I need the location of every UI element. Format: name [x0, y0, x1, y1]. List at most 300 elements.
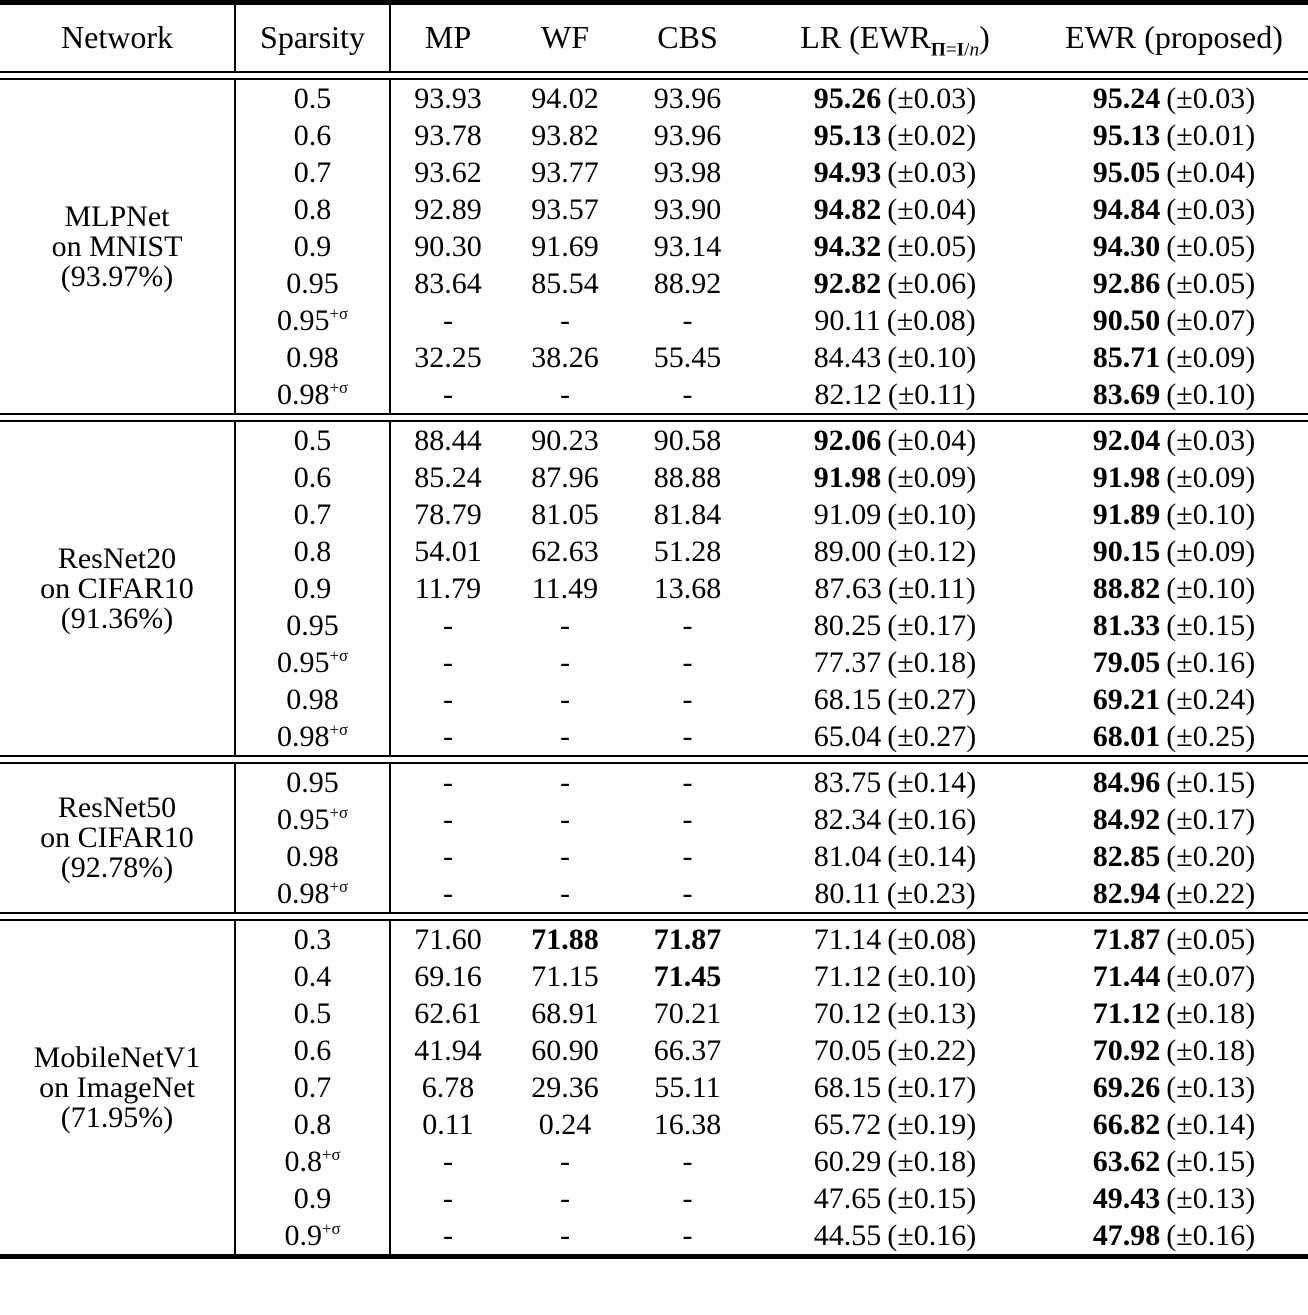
empty-value: - — [443, 645, 453, 679]
wf-value: 68.91 — [531, 996, 599, 1030]
ewr-cell — [1040, 570, 1308, 607]
plus-minus-icon: ± — [897, 682, 914, 716]
sparsity-value: 0.8 — [293, 192, 332, 226]
ewr-error-value: 0.03 — [1192, 81, 1246, 115]
wf-cell — [505, 644, 625, 681]
wf-value: 71.88 — [531, 922, 599, 956]
wf-cell — [505, 838, 625, 875]
plus-minus-icon: ± — [896, 303, 914, 337]
lr-error-value: 0.04 — [913, 192, 967, 226]
lr-error-open-paren: ( — [887, 1070, 898, 1104]
lr-error-value: 0.06 — [913, 266, 967, 300]
plus-minus-icon: ± — [1176, 192, 1193, 226]
lr-cell — [750, 154, 1040, 191]
lr-error-value: 0.16 — [913, 1218, 967, 1252]
wf-cell — [505, 718, 625, 756]
plus-minus-icon: ± — [897, 839, 914, 873]
ewr-cell — [1040, 302, 1308, 339]
lr-cell — [750, 265, 1040, 302]
lr-cell — [750, 570, 1040, 607]
lr-error-close-paren: ) — [966, 266, 977, 300]
empty-value: - — [682, 765, 693, 799]
plus-minus-icon: ± — [897, 1107, 914, 1141]
lr-error-open-paren: ( — [887, 996, 898, 1030]
ewr-error-value: 0.16 — [1192, 1218, 1246, 1252]
empty-value: - — [560, 765, 570, 799]
ewr-error-value: 0.03 — [1192, 192, 1246, 226]
ewr-error-value: 0.05 — [1192, 922, 1246, 956]
plus-minus-icon: ± — [897, 460, 914, 494]
ewr-error-value: 0.14 — [1192, 1107, 1246, 1141]
ewr-cell — [1040, 79, 1308, 117]
lr-error-value: 0.12 — [913, 534, 967, 568]
ewr-error-close-paren: ) — [1245, 340, 1256, 374]
plus-minus-icon: ± — [1176, 423, 1193, 457]
ewr-error-value: 0.22 — [1192, 876, 1246, 910]
plus-minus-icon: ± — [897, 340, 914, 374]
wf-value: 87.96 — [531, 460, 599, 494]
lr-error-open-paren: ( — [887, 192, 898, 226]
sparsity-value: 0.95 — [276, 303, 330, 337]
sparsity-value: 0.5 — [293, 996, 332, 1030]
lr-error — [887, 535, 976, 568]
empty-value: - — [560, 719, 570, 753]
ewr-error-open-paren: ( — [1166, 682, 1177, 716]
ewr-error-close-paren: ) — [1245, 1107, 1256, 1141]
lr-value: 80.11 — [814, 876, 881, 910]
lr-error-close-paren: ) — [966, 118, 977, 152]
ewr-value: 92.04 — [1092, 423, 1161, 457]
lr-error-close-paren: ) — [966, 1033, 977, 1067]
ewr-cell — [1040, 681, 1308, 718]
ewr-cell — [1040, 763, 1308, 801]
network-label-line: (93.97%) — [60, 259, 174, 293]
sparsity-cell — [235, 376, 390, 414]
wf-cell — [505, 79, 625, 117]
wf-value: 38.26 — [531, 340, 599, 374]
ewr-error — [1166, 646, 1255, 679]
plus-minus-icon: ± — [1176, 839, 1193, 873]
plus-minus-icon: ± — [896, 876, 914, 910]
table-rule-bottom — [0, 1257, 1308, 1260]
ewr-value: 88.82 — [1092, 571, 1161, 605]
lr-error-close-paren: ) — [966, 645, 977, 679]
ewr-error-close-paren: ) — [1245, 959, 1256, 993]
sparsity-cell — [235, 838, 390, 875]
lr-error-value: 0.03 — [913, 81, 967, 115]
network-label-line: on ImageNet — [39, 1070, 195, 1104]
ewr-error-close-paren: ) — [1245, 266, 1256, 300]
ewr-cell — [1040, 1180, 1308, 1217]
lr-cell — [750, 117, 1040, 154]
ewr-error-close-paren: ) — [1245, 839, 1256, 873]
empty-value: - — [443, 876, 453, 910]
mp-cell — [390, 1143, 505, 1180]
ewr-error-open-paren: ( — [1166, 959, 1177, 993]
ewr-error-open-paren: ( — [1166, 1107, 1177, 1141]
lr-error-close-paren: ) — [966, 1144, 977, 1178]
ewr-error-open-paren: ( — [1166, 155, 1177, 189]
ewr-value: 71.12 — [1092, 996, 1161, 1030]
plus-minus-icon: ± — [1176, 996, 1193, 1030]
lr-error-close-paren: ) — [966, 1181, 977, 1215]
plus-minus-icon: ± — [1176, 377, 1193, 411]
cbs-cell — [625, 1106, 750, 1143]
sparsity-value: 0.7 — [293, 497, 332, 531]
sparsity-cell — [235, 191, 390, 228]
ewr-error-value: 0.16 — [1192, 645, 1246, 679]
sparsity-cell — [235, 763, 390, 801]
lr-sub-pi: Π — [930, 39, 946, 61]
ewr-error — [1166, 840, 1255, 873]
lr-sub-equals: = — [945, 39, 957, 61]
ewr-value: 91.89 — [1092, 497, 1161, 531]
wf-value: 90.23 — [531, 423, 599, 457]
plus-minus-icon: ± — [897, 1181, 914, 1215]
plus-minus-icon: ± — [1176, 534, 1193, 568]
lr-error-close-paren: ) — [966, 229, 977, 263]
ewr-cell — [1040, 117, 1308, 154]
ewr-value: 69.26 — [1092, 1070, 1161, 1104]
mp-cell — [390, 1106, 505, 1143]
lr-error-value: 0.04 — [913, 423, 967, 457]
plus-minus-icon: ± — [897, 1070, 914, 1104]
column-header-mp: MP — [424, 19, 472, 55]
wf-cell — [505, 801, 625, 838]
ewr-value: 68.01 — [1092, 719, 1161, 753]
ewr-error-value: 0.24 — [1192, 682, 1246, 716]
network-label-line: (71.95%) — [60, 1100, 174, 1134]
cbs-cell — [625, 958, 750, 995]
plus-minus-icon: ± — [1176, 802, 1193, 836]
cbs-cell — [625, 228, 750, 265]
ewr-error-value: 0.25 — [1192, 719, 1246, 753]
column-header-network: Network — [61, 19, 173, 55]
ewr-error-value: 0.17 — [1192, 802, 1246, 836]
lr-value: 71.14 — [813, 922, 882, 956]
lr-sub-slash: / — [964, 39, 970, 61]
sparsity-cell — [235, 1032, 390, 1069]
lr-error — [888, 378, 976, 411]
lr-error-value: 0.11 — [914, 571, 966, 605]
column-header-wf: WF — [541, 19, 589, 55]
lr-error-open-paren: ( — [887, 340, 898, 374]
cbs-cell — [625, 838, 750, 875]
lr-value: 70.12 — [813, 996, 882, 1030]
plus-minus-icon: ± — [1176, 1070, 1193, 1104]
lr-header-suffix: ) — [979, 19, 990, 55]
network-label-cell — [0, 79, 235, 414]
sparsity-cell — [235, 496, 390, 533]
ewr-error-close-paren: ) — [1245, 534, 1256, 568]
wf-cell — [505, 339, 625, 376]
network-label-line: on CIFAR10 — [40, 571, 194, 605]
mp-cell — [390, 421, 505, 459]
header-separator-rule — [0, 72, 1308, 79]
sparsity-sigma-superscript: +σ — [321, 1218, 341, 1238]
lr-error-close-paren: ) — [966, 423, 977, 457]
lr-error-close-paren: ) — [966, 839, 977, 873]
lr-cell — [750, 1069, 1040, 1106]
ewr-error — [1166, 1219, 1255, 1252]
wf-value: 94.02 — [531, 81, 599, 115]
lr-error — [887, 267, 976, 300]
wf-value: 93.77 — [531, 155, 599, 189]
mp-value: 78.79 — [414, 497, 482, 531]
sparsity-sigma-superscript: +σ — [329, 802, 348, 822]
plus-minus-icon: ± — [897, 229, 914, 263]
ewr-value: 95.05 — [1092, 155, 1161, 189]
cbs-cell — [625, 302, 750, 339]
plus-minus-icon: ± — [897, 959, 914, 993]
mp-cell — [390, 570, 505, 607]
plus-minus-icon: ± — [897, 1218, 914, 1252]
ewr-error — [1166, 923, 1255, 956]
ewr-value: 90.50 — [1092, 303, 1161, 337]
lr-error-value: 0.08 — [913, 303, 966, 337]
lr-error — [887, 119, 976, 152]
ewr-cell — [1040, 154, 1308, 191]
ewr-error-close-paren: ) — [1245, 922, 1256, 956]
wf-cell — [505, 533, 625, 570]
ewr-error — [1166, 82, 1255, 115]
sparsity-value: 0.98 — [286, 839, 339, 873]
wf-cell — [505, 228, 625, 265]
table-rule-cell — [0, 414, 1308, 421]
ewr-error-close-paren: ) — [1245, 571, 1256, 605]
sparsity-cell — [235, 718, 390, 756]
ewr-error-close-paren: ) — [1245, 682, 1256, 716]
plus-minus-icon: ± — [1176, 645, 1193, 679]
lr-error-open-paren: ( — [887, 1144, 898, 1178]
ewr-cell — [1040, 801, 1308, 838]
ewr-error-close-paren: ) — [1245, 303, 1256, 337]
lr-error-value: 0.23 — [913, 876, 966, 910]
mp-cell — [390, 1217, 505, 1257]
lr-error-open-paren: ( — [887, 608, 898, 642]
lr-value: 91.09 — [813, 497, 882, 531]
lr-error — [887, 997, 976, 1030]
ewr-error-close-paren: ) — [1245, 377, 1256, 411]
cbs-cell — [625, 339, 750, 376]
ewr-cell — [1040, 718, 1308, 756]
mp-cell — [390, 533, 505, 570]
mp-cell — [390, 801, 505, 838]
ewr-error-open-paren: ( — [1166, 802, 1177, 836]
empty-value: - — [443, 682, 453, 716]
ewr-error-open-paren: ( — [1166, 534, 1177, 568]
plus-minus-icon: ± — [1176, 1107, 1193, 1141]
ewr-cell — [1040, 265, 1308, 302]
wf-cell — [505, 875, 625, 913]
ewr-value: 63.62 — [1092, 1144, 1161, 1178]
column-header-ewr: EWR (proposed) — [1065, 19, 1283, 55]
sparsity-cell — [235, 875, 390, 913]
empty-value: - — [443, 1144, 453, 1178]
sparsity-cell — [235, 570, 390, 607]
mp-cell — [390, 763, 505, 801]
plus-minus-icon: ± — [1176, 876, 1193, 910]
lr-error-value: 0.09 — [913, 460, 967, 494]
wf-cell — [505, 1106, 625, 1143]
ewr-error-open-paren: ( — [1166, 839, 1177, 873]
wf-cell — [505, 920, 625, 958]
plus-minus-icon: ± — [897, 765, 914, 799]
ewr-error-value: 0.10 — [1192, 497, 1246, 531]
plus-minus-icon: ± — [897, 534, 914, 568]
ewr-error-open-paren: ( — [1166, 303, 1177, 337]
empty-value: - — [682, 303, 693, 337]
wf-cell — [505, 191, 625, 228]
ewr-error-close-paren: ) — [1245, 608, 1256, 642]
ewr-error-value: 0.04 — [1192, 155, 1246, 189]
sparsity-cell — [235, 154, 390, 191]
sparsity-value: 0.8 — [284, 1144, 322, 1178]
empty-value: - — [682, 1218, 693, 1252]
empty-value: - — [560, 682, 570, 716]
lr-value: 92.82 — [813, 266, 882, 300]
lr-error — [887, 646, 976, 679]
cbs-cell — [625, 763, 750, 801]
cbs-value: 90.58 — [653, 423, 722, 457]
lr-error-close-paren: ) — [965, 571, 976, 605]
sparsity-cell — [235, 117, 390, 154]
mp-cell — [390, 1069, 505, 1106]
wf-value: 91.69 — [531, 229, 599, 263]
ewr-value: 70.92 — [1092, 1033, 1161, 1067]
ewr-error-open-paren: ( — [1166, 192, 1177, 226]
lr-sub-identity: I — [956, 39, 965, 61]
lr-error-close-paren: ) — [966, 155, 977, 189]
lr-error-close-paren: ) — [966, 682, 977, 716]
ewr-error-close-paren: ) — [1245, 996, 1256, 1030]
ewr-error-close-paren: ) — [1245, 192, 1256, 226]
plus-minus-icon: ± — [1176, 1181, 1193, 1215]
ewr-error-open-paren: ( — [1166, 229, 1177, 263]
mp-cell — [390, 958, 505, 995]
lr-cell — [750, 339, 1040, 376]
mp-value: 92.89 — [414, 192, 482, 226]
mp-cell — [390, 681, 505, 718]
plus-minus-icon: ± — [897, 1033, 914, 1067]
lr-error-open-paren: ( — [887, 1218, 898, 1252]
cbs-cell — [625, 607, 750, 644]
table-rule-cell — [0, 913, 1308, 920]
ewr-error-open-paren: ( — [1166, 266, 1177, 300]
plus-minus-icon: ± — [1176, 571, 1193, 605]
wf-cell — [505, 995, 625, 1032]
ewr-cell — [1040, 1106, 1308, 1143]
cbs-cell — [625, 801, 750, 838]
empty-value: - — [443, 377, 453, 411]
ewr-error — [1166, 304, 1255, 337]
cbs-cell — [625, 496, 750, 533]
lr-error-value: 0.03 — [913, 155, 967, 189]
column-header-lr — [750, 5, 1040, 72]
wf-cell — [505, 1069, 625, 1106]
ewr-value: 83.69 — [1092, 377, 1161, 411]
mp-cell — [390, 228, 505, 265]
ewr-error-close-paren: ) — [1245, 802, 1256, 836]
mp-value: 85.24 — [414, 460, 482, 494]
ewr-error-open-paren: ( — [1166, 497, 1177, 531]
lr-error-open-paren: ( — [887, 571, 898, 605]
cbs-value: 93.14 — [653, 229, 722, 263]
lr-error — [887, 960, 976, 993]
empty-value: - — [560, 839, 570, 873]
plus-minus-icon: ± — [897, 996, 914, 1030]
ewr-error-open-paren: ( — [1166, 423, 1177, 457]
ewr-error-open-paren: ( — [1166, 876, 1177, 910]
ewr-error — [1166, 572, 1255, 605]
ewr-error-value: 0.09 — [1192, 460, 1246, 494]
lr-cell — [750, 763, 1040, 801]
table-row — [0, 79, 1308, 117]
plus-minus-icon: ± — [1176, 340, 1193, 374]
lr-error — [887, 803, 976, 836]
lr-error-close-paren: ) — [966, 1070, 977, 1104]
ewr-value: 49.43 — [1092, 1181, 1161, 1215]
ewr-error-open-paren: ( — [1166, 340, 1177, 374]
lr-cell — [750, 801, 1040, 838]
lr-value: 77.37 — [813, 645, 882, 679]
wf-cell — [505, 1032, 625, 1069]
lr-value: 87.63 — [814, 571, 882, 605]
wf-cell — [505, 459, 625, 496]
ewr-value: 94.30 — [1092, 229, 1161, 263]
cbs-cell — [625, 995, 750, 1032]
cbs-cell — [625, 875, 750, 913]
empty-value: - — [443, 719, 453, 753]
plus-minus-icon: ± — [1176, 118, 1193, 152]
lr-error-open-paren: ( — [887, 81, 898, 115]
sparsity-value: 0.9 — [293, 1181, 332, 1215]
lr-error-open-paren: ( — [887, 682, 898, 716]
lr-value: 95.26 — [813, 81, 882, 115]
ewr-value: 95.24 — [1092, 81, 1161, 115]
cbs-value: 66.37 — [653, 1033, 722, 1067]
sparsity-cell — [235, 228, 390, 265]
sparsity-cell — [235, 644, 390, 681]
cbs-cell — [625, 191, 750, 228]
cbs-cell — [625, 718, 750, 756]
network-label-line: (92.78%) — [60, 851, 174, 884]
sparsity-value: 0.95 — [276, 645, 330, 679]
lr-value: 82.34 — [813, 802, 882, 836]
sparsity-cell — [235, 1069, 390, 1106]
lr-cell — [750, 644, 1040, 681]
mp-cell — [390, 265, 505, 302]
plus-minus-icon: ± — [897, 155, 914, 189]
sparsity-cell — [235, 995, 390, 1032]
ewr-error-close-paren: ) — [1245, 423, 1256, 457]
mp-cell — [390, 1032, 505, 1069]
cbs-cell — [625, 570, 750, 607]
plus-minus-icon: ± — [1176, 266, 1193, 300]
lr-error — [887, 720, 976, 753]
cbs-cell — [625, 1217, 750, 1257]
ewr-error-open-paren: ( — [1166, 765, 1177, 799]
ewr-cell — [1040, 920, 1308, 958]
lr-error-close-paren: ) — [965, 303, 976, 337]
cbs-value: 88.88 — [653, 460, 722, 494]
ewr-error-close-paren: ) — [1245, 645, 1256, 679]
ewr-cell — [1040, 339, 1308, 376]
lr-error — [887, 1071, 976, 1104]
block-separator-rule — [0, 414, 1308, 421]
ewr-error-close-paren: ) — [1245, 1181, 1256, 1215]
sparsity-value: 0.5 — [293, 81, 332, 115]
